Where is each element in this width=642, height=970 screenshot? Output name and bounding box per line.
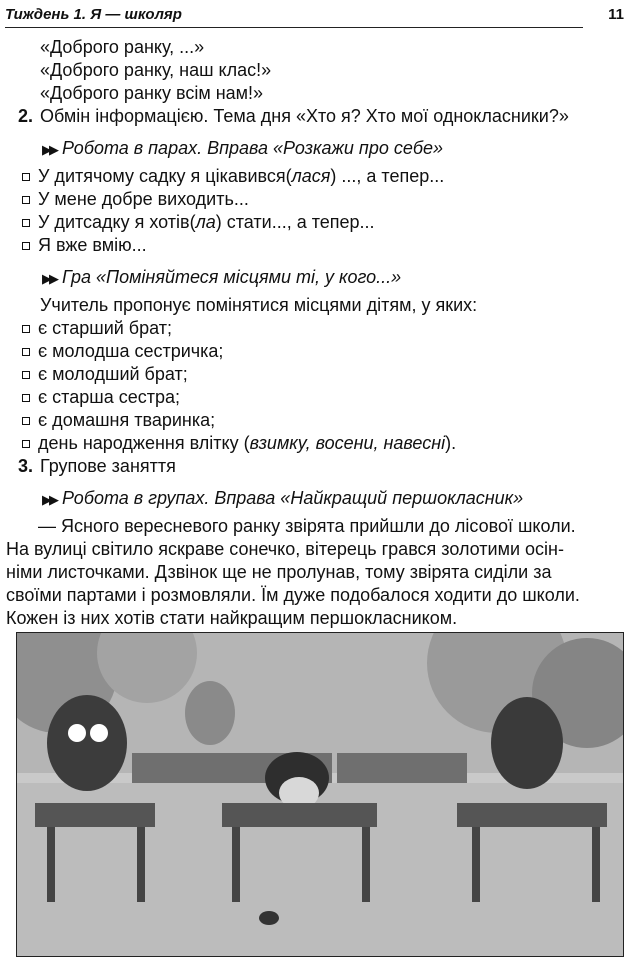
story-line: своїми партами і розмовляли. Їм дуже подобалося ходити до школи.	[6, 585, 580, 605]
bear-character	[47, 695, 127, 791]
story-line: — Ясного вересневого ранку звірята прийшли до лісової школи.	[38, 516, 576, 536]
desk	[457, 803, 607, 827]
list-item	[0, 211, 642, 234]
item-text: є домашня тваринка;	[38, 410, 216, 430]
eye	[90, 724, 108, 742]
desk	[222, 803, 377, 827]
running-title: Тиждень 1. Я — школяр	[5, 6, 182, 23]
eye	[68, 724, 86, 742]
item-text: є молодший брат;	[38, 364, 188, 384]
item-text: день народження влітку (	[38, 433, 250, 453]
story-line: німи листочками. Дзвінок ще не пролунав, тому звірята сиділи за	[6, 562, 552, 582]
square-bullet-icon	[22, 371, 30, 379]
item-text: є старший брат;	[38, 318, 172, 338]
forest-school-scene	[17, 633, 623, 956]
list-item	[0, 317, 642, 340]
pair-work-label: Робота в парах. Вправа «Розкажи про себе»	[62, 138, 444, 158]
list-item	[0, 165, 642, 188]
item-text: є молодша сестричка;	[38, 341, 224, 361]
page-number: 11	[608, 6, 624, 23]
square-bullet-icon	[22, 173, 30, 181]
group-work-heading	[0, 487, 642, 510]
header-rule	[5, 27, 583, 28]
square-bullet-icon	[22, 196, 30, 204]
teacher-line: Учитель пропонує помінятися місцями дітям, у яких:	[40, 295, 478, 315]
list-item	[0, 340, 642, 363]
list-item	[0, 432, 642, 455]
story-line: На вулиці світило яскраве сонечко, вітерець грався золотими осін-	[6, 539, 564, 559]
list-item	[0, 234, 642, 257]
desk	[35, 803, 155, 827]
game-label: Гра «Поміняйтеся місцями ті, у кого...»	[62, 267, 402, 287]
page-body	[0, 36, 642, 630]
desk-leg	[592, 827, 600, 902]
fox-character	[185, 681, 235, 745]
item-italic: ла	[195, 212, 216, 232]
square-bullet-icon	[22, 219, 30, 227]
section-3-heading	[0, 455, 642, 478]
item-text: ) ..., а тепер...	[330, 166, 445, 186]
greeting-line: «Доброго ранку, наш клас!»	[40, 60, 272, 80]
section-title: Групове заняття	[40, 456, 176, 476]
item-text: ).	[445, 433, 457, 453]
greeting-line: «Доброго ранку, ...»	[40, 37, 205, 57]
list-item	[0, 363, 642, 386]
cat-character	[491, 697, 563, 789]
list-item	[0, 409, 642, 432]
item-text: ) стати..., а тепер...	[215, 212, 375, 232]
desk-leg	[47, 827, 55, 902]
desk-leg	[137, 827, 145, 902]
pair-work-heading	[0, 137, 642, 160]
group-work-label: Робота в групах. Вправа «Найкращий першокласник»	[62, 488, 524, 508]
desk-back	[337, 753, 467, 783]
double-arrow-icon: ▶▶	[42, 142, 56, 157]
game-heading	[0, 266, 642, 289]
greeting-line: «Доброго ранку всім нам!»	[40, 83, 264, 103]
desk-leg	[362, 827, 370, 902]
story-line: Кожен із них хотів стати найкращим першокласником.	[6, 608, 458, 628]
double-arrow-icon: ▶▶	[42, 492, 56, 507]
section-number: 3.	[18, 456, 34, 476]
square-bullet-icon	[22, 394, 30, 402]
square-bullet-icon	[22, 325, 30, 333]
item-text: У мене добре виходить...	[38, 189, 249, 209]
small-bird	[259, 911, 279, 925]
list-item	[0, 188, 642, 211]
section-2-heading	[0, 105, 642, 128]
item-text: є старша сестра;	[38, 387, 180, 407]
item-text: Я вже вмію...	[38, 235, 147, 255]
square-bullet-icon	[22, 348, 30, 356]
item-italic: лася	[291, 166, 331, 186]
item-text: У дитсадку я хотів(	[38, 212, 196, 232]
item-text: У дитячому садку я цікавився(	[38, 166, 292, 186]
page-header	[0, 0, 642, 30]
square-bullet-icon	[22, 242, 30, 250]
section-number: 2.	[18, 106, 34, 126]
classroom-illustration	[16, 632, 624, 957]
section-title: Обмін інформацією. Тема дня «Хто я? Хто мої однокласники?»	[40, 106, 569, 126]
item-italic: взимку, восени, навесні	[249, 433, 446, 453]
square-bullet-icon	[22, 417, 30, 425]
double-arrow-icon: ▶▶	[42, 271, 56, 286]
desk-leg	[232, 827, 240, 902]
square-bullet-icon	[22, 440, 30, 448]
list-item	[0, 386, 642, 409]
desk-leg	[472, 827, 480, 902]
